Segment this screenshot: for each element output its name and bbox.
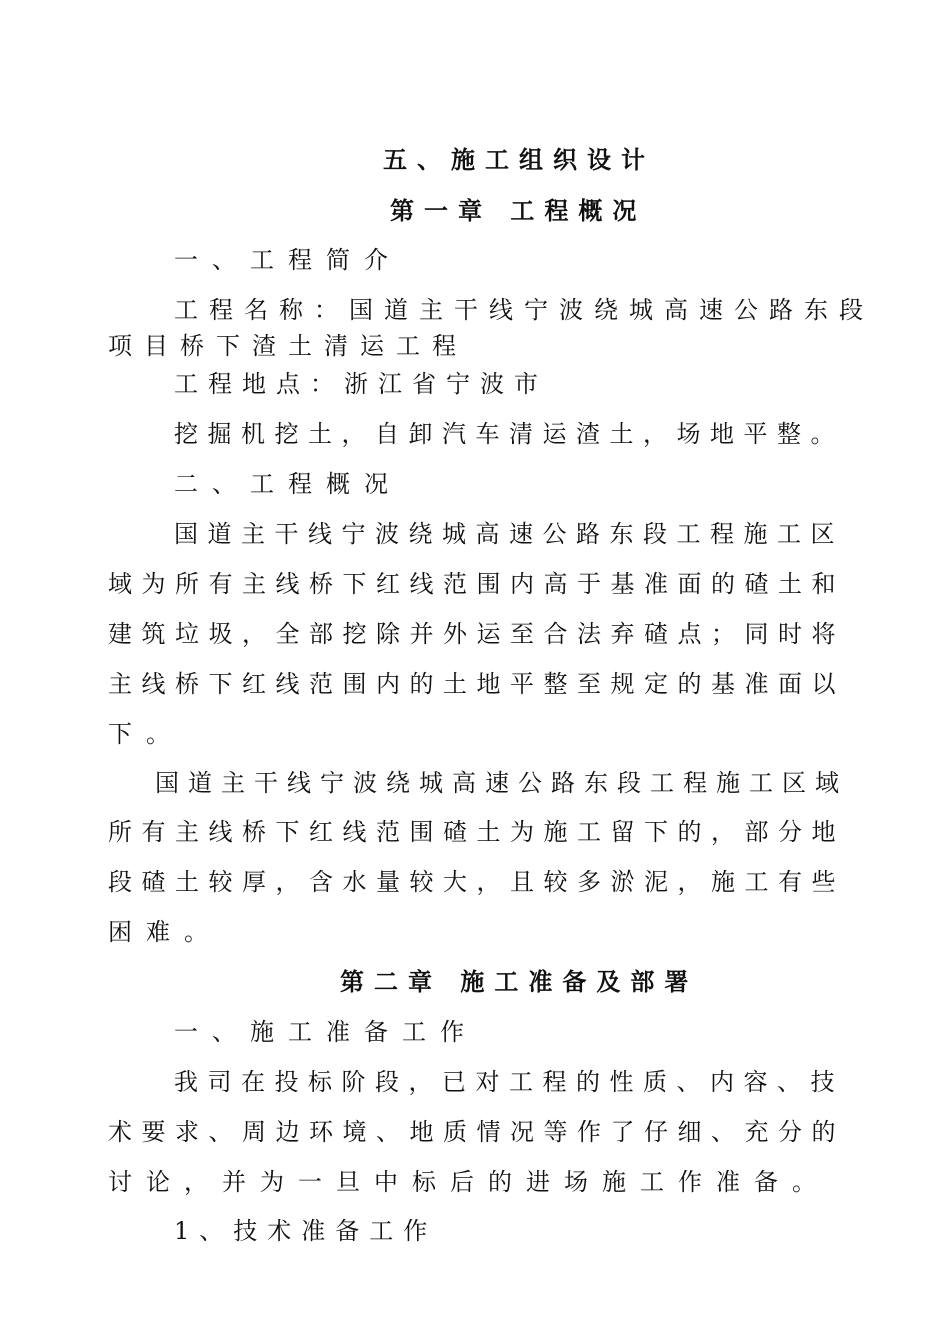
overview-para1-line: 国道主干线宁波绕城高速公路东段工程施工区 — [174, 520, 844, 548]
project-name-line1 — [108, 296, 874, 324]
overview-para2-line: 段碴土较厚，含水量较大，且较多淤泥，施工有些 — [108, 868, 845, 896]
overview-para2-line: 困难。 — [108, 918, 222, 946]
section-heading-preparation: 一、施工准备工作 — [174, 1018, 478, 1046]
section-heading-overview: 二、工程概况 — [174, 470, 402, 498]
overview-para1-line: 主线桥下红线范围内的土地平整至规定的基准面以 — [108, 670, 845, 698]
overview-para1-line: 下。 — [108, 720, 184, 748]
chapter1-heading: 第一章 工程概况 — [390, 196, 647, 225]
preparation-para-line: 术要求、周边环境、地质情况等作了仔细、充分的 — [108, 1118, 845, 1146]
project-name-line2: 项目桥下渣土清运工程 — [108, 332, 468, 360]
project-name-text: 工程名称：国道主干线宁波绕城高速公路东段 — [174, 296, 874, 324]
section-heading-project-intro: 一、工程简介 — [174, 246, 402, 274]
work-content: 挖掘机挖土，自卸汽车清运渣土，场地平整。 — [174, 420, 844, 448]
overview-para1-line: 建筑垃圾，全部挖除并外运至合法弃碴点；同时将 — [108, 620, 845, 648]
overview-para1-line: 域为所有主线桥下红线范围内高于基准面的碴土和 — [108, 570, 845, 598]
preparation-para-line: 我司在投标阶段，已对工程的性质、内容、技 — [174, 1068, 844, 1096]
overview-para2-line: 国道主干线宁波绕城高速公路东段工程施工区域 — [155, 769, 848, 797]
technical-preparation-item: 1、技术准备工作 — [174, 1217, 438, 1245]
document-title: 五、施工组织设计 — [383, 145, 655, 174]
project-location: 工程地点：浙江省宁波市 — [174, 370, 548, 398]
chapter2-heading: 第二章 施工准备及部署 — [340, 967, 699, 996]
preparation-para-line: 讨论，并为一旦中标后的进场施工作准备。 — [108, 1168, 830, 1196]
overview-para2-line: 所有主线桥下红线范围碴土为施工留下的，部分地 — [108, 818, 845, 846]
